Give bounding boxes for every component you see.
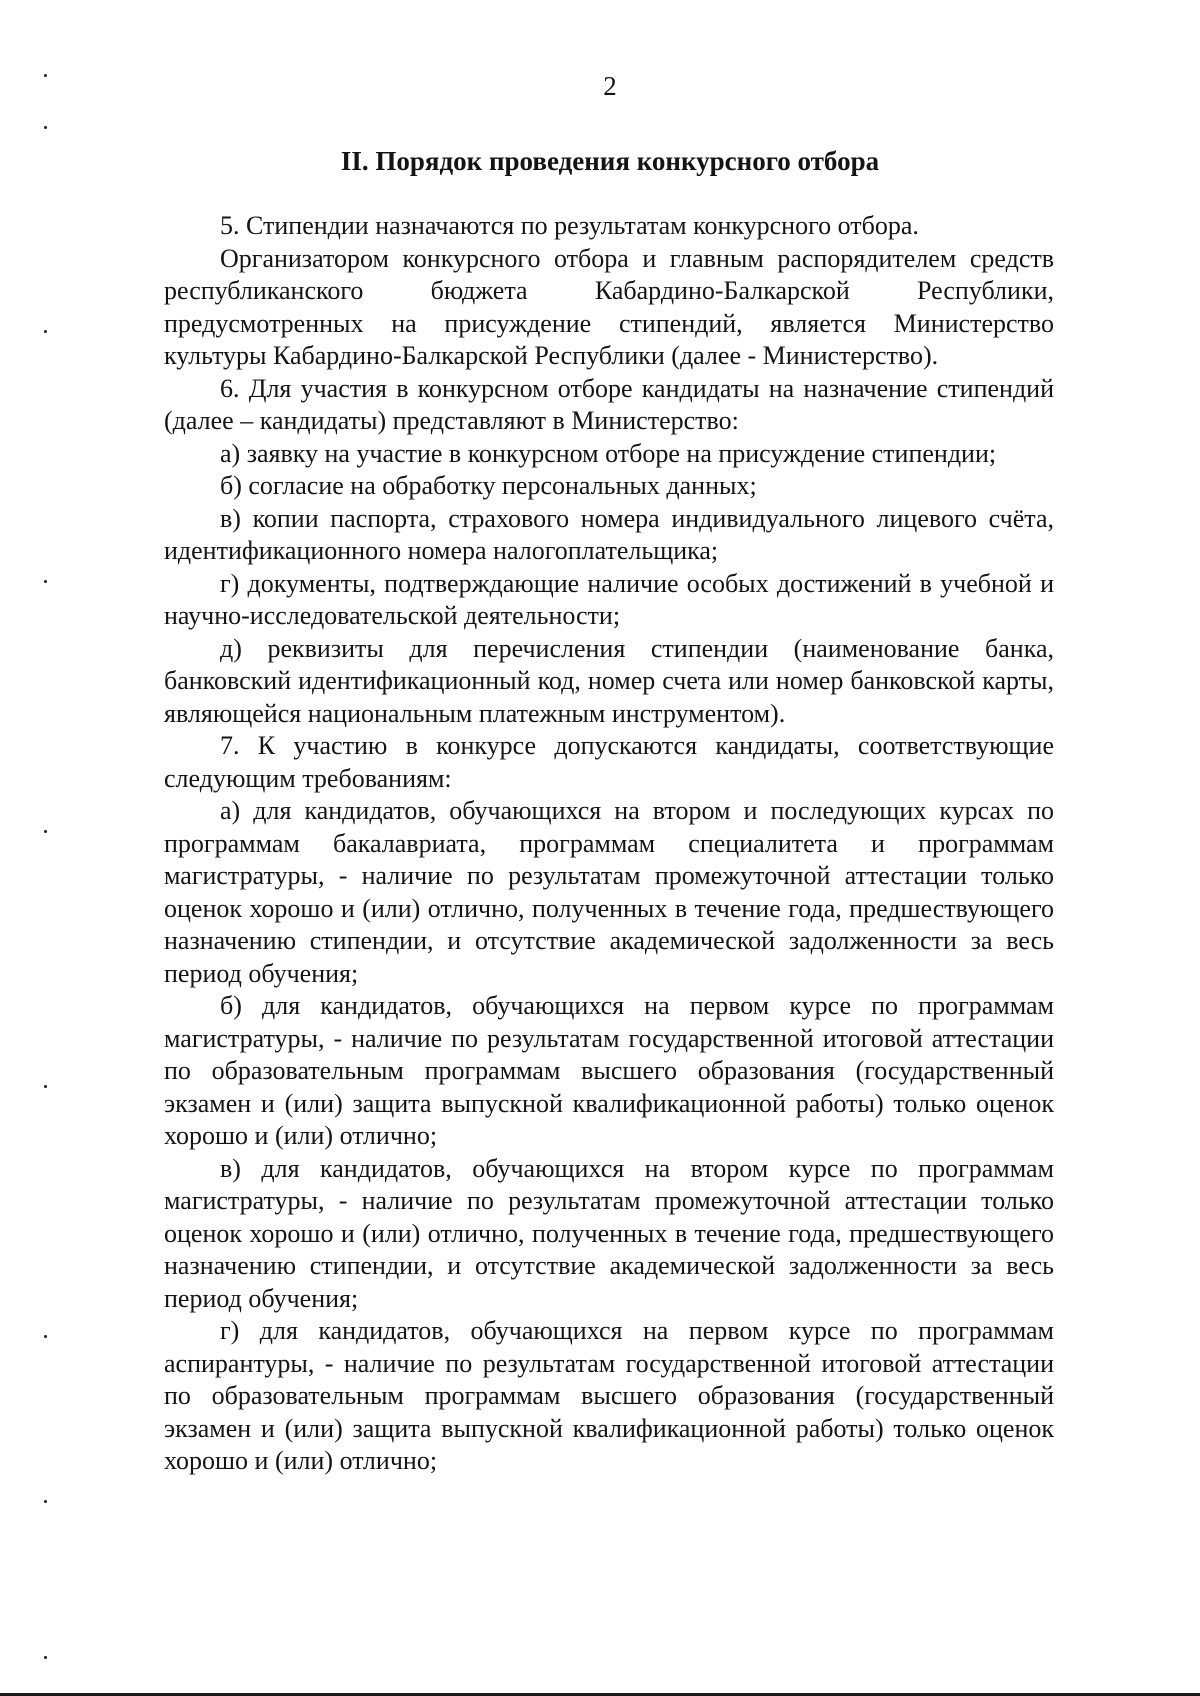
paragraph: 5. Стипендии назначаются по результатам конкурсного отбора. [220,211,919,240]
scan-mark [44,126,47,129]
paragraph: б) для кандидатов, обучающихся на первом курсе по программам магистратуры, - наличие по результатам государственной итоговой аттестации по образовательным программам высшего образования (государственный экзамен и (или) защита выпускной квалификационной работы) только оценок хорошо и (или) отлично; [164,991,1054,1150]
paragraph: 7. К участию в конкурсе допускаются кандидаты, соответствующие следующим требованиям: [164,731,1054,793]
scan-mark [44,1500,47,1503]
page-number: 2 [603,71,617,101]
document-body [164,210,1054,1478]
scan-mark [44,330,47,333]
paragraph: а) заявку на участие в конкурсном отборе на присуждение стипендии; [220,438,997,468]
scan-mark [44,1085,47,1088]
scan-mark [44,830,47,833]
scan-mark [44,1335,47,1338]
paragraph: в) для кандидатов, обучающихся на втором курсе по программам магистратуры, - наличие по результатам промежуточной аттестации только оценок хорошо и (или) отлично, полученных в течение года, предшествующего назначению стипендии, и отсутствие академической задолженности за весь период обучения; [164,1153,1054,1313]
paragraph: а) для кандидатов, обучающихся на втором и последующих курсах по программам бакалавриата, программам специалитета и программам магистратуры, - наличие по результатам промежуточной аттестации только оценок хорошо и (или) отлично, полученных в течение года, предшествующего назначению стипендии, и отсутствие академической задолженности за весь период обучения; [164,796,1054,988]
paragraph: г) для кандидатов, обучающихся на первом курсе по программам аспирантуры, - наличие по результатам государственной итоговой аттестации по образовательным программам высшего образования (государственный экзамен и (или) защита выпускной квалификационной работы) только оценок хорошо и (или) отлично; [164,1316,1054,1475]
paragraph: 6. Для участия в конкурсном отборе кандидаты на назначение стипендий (далее – кандидаты) представляют в Министерство: [164,373,1054,435]
scan-mark [44,580,47,583]
paragraph: д) реквизиты для перечисления стипендии (наименование банка, банковский идентификационный код, номер счета или номер банковской карты, являющейся национальным платежным инструментом). [164,633,1054,728]
section-title: II. Порядок проведения конкурсного отбора [340,146,880,176]
paragraph: б) согласие на обработку персональных данных; [220,471,757,500]
scan-mark [44,1656,47,1659]
paragraph: в) копии паспорта, страхового номера индивидуального лицевого счёта, идентификационного номера налогоплательщика; [164,503,1054,565]
paragraph: Организатором конкурсного отбора и главным распорядителем средств республиканского бюджета Кабардино-Балкарской Республики, предусмотренных на присуждение стипендий, является Министерство культуры Кабардино-Балкарской Республики (далее - Министерство). [164,243,1054,370]
paragraph: г) документы, подтверждающие наличие особых достижений в учебной и научно-исследовательской деятельности; [164,568,1054,630]
